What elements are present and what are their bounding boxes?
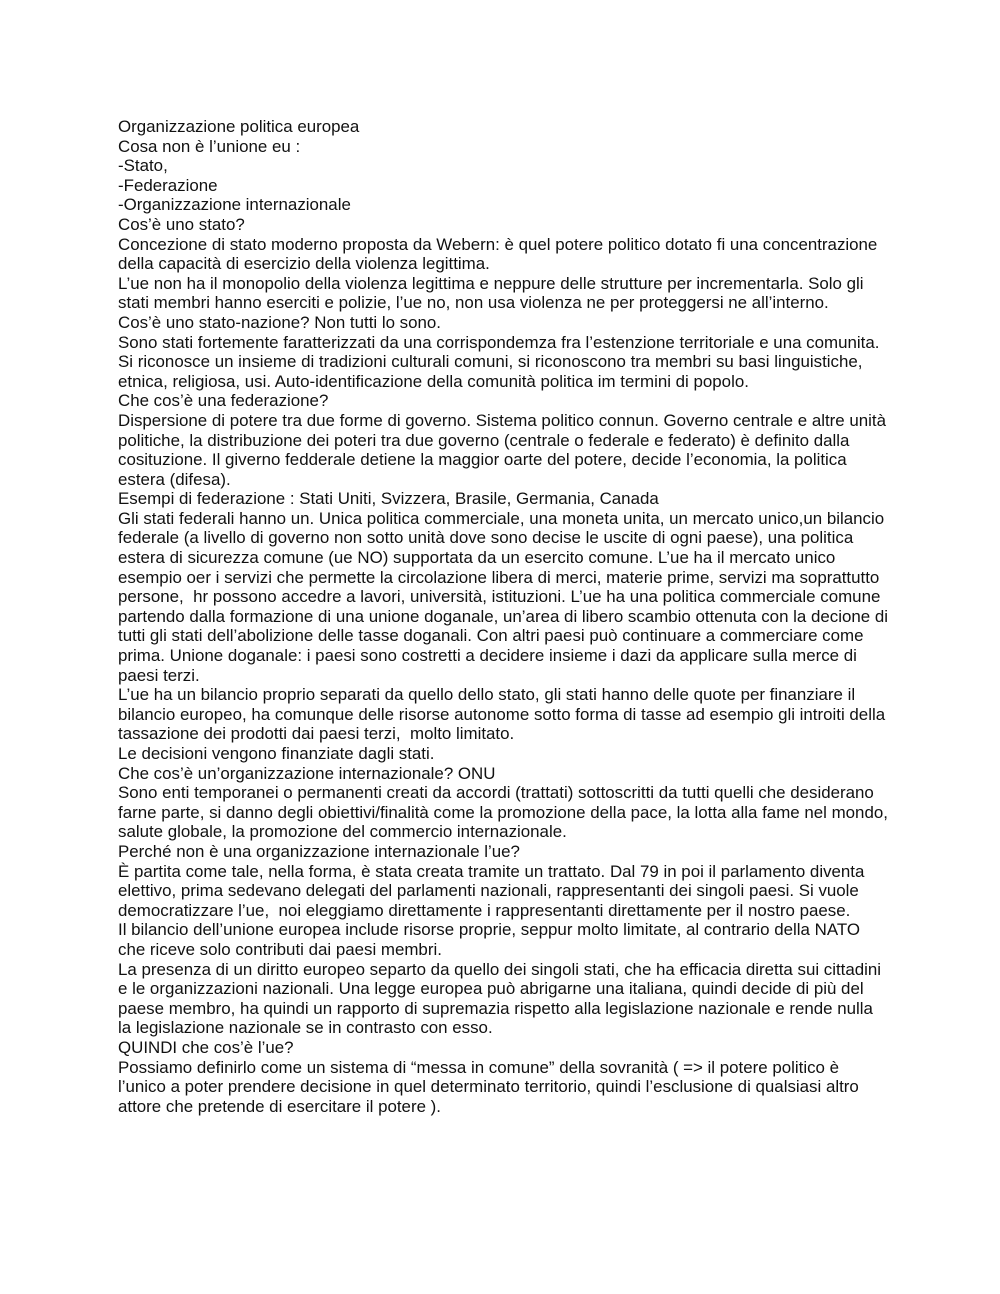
paragraph: Concezione di stato moderno proposta da Webern: è quel potere politico dotato fi una concentrazione della capacità di esercizio della violenza legittima. [118,234,883,274]
paragraph: Il bilancio dell’unione europea include risorse proprie, seppur molto limitate, al contrario della NATO che riceve solo contributi dai paesi membri. [118,920,865,959]
question-line: Perché non è una organizzazione internazionale l’ue? [118,841,520,861]
paragraph: Esempi di federazione : Stati Uniti, Svizzera, Brasile, Germania, Canada [118,489,659,509]
list-item: -Federazione [118,175,218,195]
question-line: Cos’è uno stato? [118,214,245,234]
paragraph: Gli stati federali hanno un. Unica politica commerciale, una moneta unita, un mercato unico,un bilancio federale (a livello di governo non sotto unità dove sono decise le uscite di ogni paese), una politica estera di sicurezza comune (ue NO) supportata da un esercito comune. L’ue ha il mercato unico esempio oer i servizi che permette la circolazione libera di merci, materie prime, servizi ma soprattutto persone, hr possono accedre a lavori, università, istituzioni. L’ue ha una politica commerciale comune partendo dalla formazione di una unione doganale, un’area di libero scambio ottenuta con la decione di tutti gli stati dell’abolizione delle tasse doganali. Con altri paesi può continuare a commerciare come prima. Unione doganale: i paesi sono costretti a decidere insieme i dazi da applicare sulla merce di paesi terzi. [118,508,893,685]
question-line: QUINDI che cos’è l’ue? [118,1037,294,1057]
paragraph: L’ue ha un bilancio proprio separati da quello dello stato, gli stati hanno delle quote per finanziare il bilancio europeo, ha comunque delle risorse autonome sotto forma di tasse ad esempio gli introiti della tassazione dei prodotti dai paesi terzi, molto limitato. [118,685,890,744]
document-body [118,117,893,1116]
question-line: Cosa non è l’unione eu : [118,136,301,156]
list-item: -Stato, [118,156,168,176]
list-item: -Organizzazione internazionale [118,195,351,215]
question-line: Cos’è uno stato-nazione? Non tutti lo sono. [118,312,442,332]
question-line: Che cos’è una federazione? [118,391,329,411]
document-title: Organizzazione politica europea [118,117,360,136]
paragraph: Sono enti temporanei o permanenti creati da accordi (trattati) sottoscritti da tutti quelli che desiderano farne parte, si danno degli obiettivi/finalità come la promozione della pace, la lotta alla fame nel mondo, salute globale, la promozione del commercio internazionale. [118,783,893,842]
paragraph: La presenza di un diritto europeo separto da quello dei singoli stati, che ha efficacia diretta sui cittadini e le organizzazioni nazionali. Una legge europea può abrigarne una italiana, quindi decide di più del paese membro, ha quindi un rapporto di supremazia rispetto alla legislazione nazionale e rende nulla la legislazione nazionale se in contrasto con esso. [118,959,886,1038]
paragraph: Dispersione di potere tra due forme di governo. Sistema politico connun. Governo centrale e altre unità politiche, la distribuzione dei poteri tra due governo (centrale o federale e federato) è definito dalla cosituzione. Il giverno fedderale detiene la maggior oarte del potere, decide l’economia, la politica estera (difesa). [118,410,891,489]
paragraph: È partita come tale, nella forma, è stata creata tramite un trattato. Dal 79 in poi il parlamento diventa elettivo, prima sedevano delegati del parlamenti nazionali, rappresentanti dei singoli paesi. Si vuole democratizzare l’ue, noi eleggiamo direttamente i rappresentanti direttamente per il nostro paese. [118,861,870,920]
paragraph: L’ue non ha il monopolio della violenza legittima e neppure delle strutture per incrementarla. Solo gli stati membri hanno eserciti e polizie, l’ue no, non usa violenza ne per proteggersi ne all’interno. [118,273,869,313]
paragraph: Possiamo definirlo come un sistema di “messa in comune” della sovranità ( => il potere politico è l’unico a poter prendere decisione in quel determinato territorio, quindi l’esclusione di qualsiasi altro attore che pretende di esercitare il potere ). [118,1057,864,1116]
paragraph: Le decisioni vengono finanziate dagli stati. [118,744,435,763]
paragraph: Sono stati fortemente faratterizzati da una corrispondemza fra l’estenzione territoriale e una comunita. Si riconosce un insieme di tradizioni culturali comuni, si riconoscono tra membri su basi linguistiche, etnica, religiosa, usi. Auto-identificazione della comunità politica im termini di popolo. [118,332,885,391]
question-line: Che cos’è un’organizzazione internazionale? ONU [118,763,496,783]
